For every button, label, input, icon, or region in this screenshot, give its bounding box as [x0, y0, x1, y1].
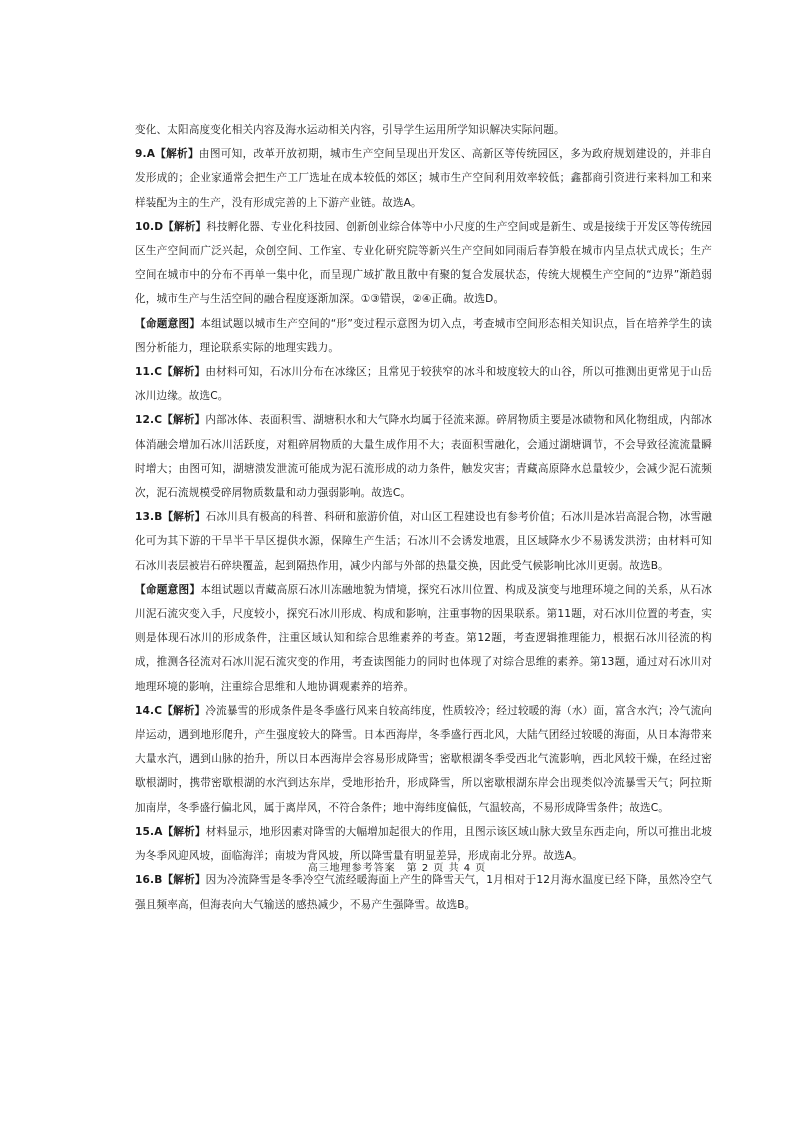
answer-num: 14.C — [135, 704, 163, 717]
intent-9-10: 【命题意图】本组试题以城市生产空间的“形”变过程示意图为切入点，考查城市空间形态相关知识点，旨在培养学生的读图分析能力，理论联系实际的地理实践力。 — [135, 317, 712, 354]
answer-10: 10.D【解析】科技孵化器、专业化科技园、创新创业综合体等中小尺度的生产空间或是新生、或是接续于开发区等传统园区生产空间而广泛兴起，众创空间、工作室、专业化研究院等新兴生产空间如同雨后春笋般在城市内呈点状式成长；生产空间在城市中的分布不再单一集中化，而呈现广域扩散且散中有聚的复合发展状态，传统大规模生产空间的“边界”渐趋弱化，城市生产与生活空间的融合程度逐渐加深。①③错误，②④正确。故选D。 — [135, 220, 713, 306]
answer-15: 15.A【解析】材料显示，地形因素对降雪的大幅增加起很大的作用，且图示该区域山脉大致呈东西走向，所以可推出北坡为冬季风迎风坡，面临海洋；南坡为背风坡，所以降雪量有明显差异，形成南北分界。故选A。 — [135, 825, 712, 863]
answer-tag: 15.A【解析】 — [135, 825, 206, 838]
intent-tag: 【命题意图】 — [135, 583, 201, 596]
answer-14: 14.C【解析】冷流暴雪的形成条件是冬季盛行风来自较高纬度，性质较冷；经过较暖的海（水）面，富含水汽；冷气流向岸运动，遇到地形爬升，产生强度较大的降雪。日本西海岸，冬季盛行西北风，大陆气团经过较暖的海面，从日本海带来大量水汽，遇到山脉的抬升，所以日本西海岸会容易形成降雪；密歇根湖冬季受西北气流影响，西北风较干燥，在经过密歇根湖时，携带密歇根湖的水汽到达东岸，受地形抬升，形成降雪，所以密歇根湖东岸会出现类似冷流暴雪天气；阿拉斯加南岸，冬季盛行偏北风，属于离岸风，不符合条件；地中海纬度偏低，气温较高，不易形成降雪条件；故选C。 — [135, 704, 712, 814]
paragraph-intro: 变化、太阳高度变化相关内容及海水运动相关内容，引导学生运用所学知识解决实际问题。 — [135, 124, 565, 136]
answer-16: 16.B【解析】因为冷流降雪是冬季冷空气流经暖海面上产生的降雪天气，1月相对于12月海水温度已经下降，虽然冷空气强且频率高，但海表向大气输送的感热减少，不易产生强降雪。故选B。 — [135, 874, 712, 911]
answer-content — [135, 118, 712, 917]
answer-tag: 9.A【解析】 — [135, 148, 199, 161]
answer-tag: 13.B【解析】 — [135, 511, 206, 524]
answer-tag: 11.C【解析】 — [135, 366, 206, 379]
intent-tag: 【命题意图】 — [135, 317, 201, 330]
answer-tag: 【解析】 — [162, 704, 206, 717]
answer-tag: 16.B【解析】 — [135, 874, 206, 887]
answer-12: 12.C【解析】内部冰体、表面积雪、湖塘积水和大气降水均属于径流来源。碎屑物质主要是冰碛物和风化物组成，内部冰体消融会增加石冰川活跃度，对粗碎屑物质的大量生成作用不大；表面积雪融化，会通过湖塘调节，不会导致径流流量瞬时增大；由图可知，湖塘溃发泄流可能成为泥石流形成的动力条件，触发灾害；青藏高原降水总量较少，会减少泥石流频次，泥石流规模受碎屑物质数量和动力强弱影响。故选C。 — [135, 414, 712, 500]
answer-13: 13.B【解析】石冰川具有极高的科普、科研和旅游价值，对山区工程建设也有参考价值；石冰川是冰岩高混合物，冰雪融化可为其下游的干旱半干旱区提供水源，保障生产生活；石冰川不会诱发地震，且区域降水少不易诱发洪涝；由材料可知石冰川表层被岩石碎块覆盖，起到隔热作用，减少内部与外部的热量交换，因此受气候影响比冰川更弱。故选B。 — [135, 511, 712, 572]
answer-9: 9.A【解析】由图可知，改革开放初期，城市生产空间呈现出开发区、高新区等传统园区，多为政府规划建设的，并非自发形成的；企业家通常会把生产工厂选址在成本较低的郊区；城市生产空间利用效率较低；鑫都商引资进行来料加工和来样装配为主的生产，没有形成完善的上下游产业链。故选A。 — [135, 148, 712, 209]
page-footer: 高三地理参考答案 第 2 页 共 4 页 — [307, 863, 487, 874]
answer-tag: 10.D【解析】 — [135, 220, 207, 233]
answer-tag: 12.C【解析】 — [135, 414, 206, 427]
answer-11: 11.C【解析】由材料可知，石冰川分布在冰缘区；且常见于较狭窄的冰斗和坡度较大的山谷，所以可推测出更常见于山岳冰川边缘。故选C。 — [135, 366, 712, 403]
intent-11-13: 【命题意图】本组试题以青藏高原石冰川冻融地貌为情境，探究石冰川位置、构成及演变与地理环境之间的关系，从石冰川泥石流灾变入手，尺度较小，探究石冰川形成、构成和影响，注重事物的因果联系。第11题，对石冰川位置的考查，实则是体现石冰川的形成条件，注重区域认知和综合思维素养的考查。第12题，考查逻辑推理能力，根据石冰川径流的构成，推测各径流对石冰川泥石流灾变的作用，考查读图能力的同时也体现了对综合思维的素养。第13题，通过对石冰川对地理环境的影响，注重综合思维和人地协调观素养的培养。 — [135, 583, 712, 693]
